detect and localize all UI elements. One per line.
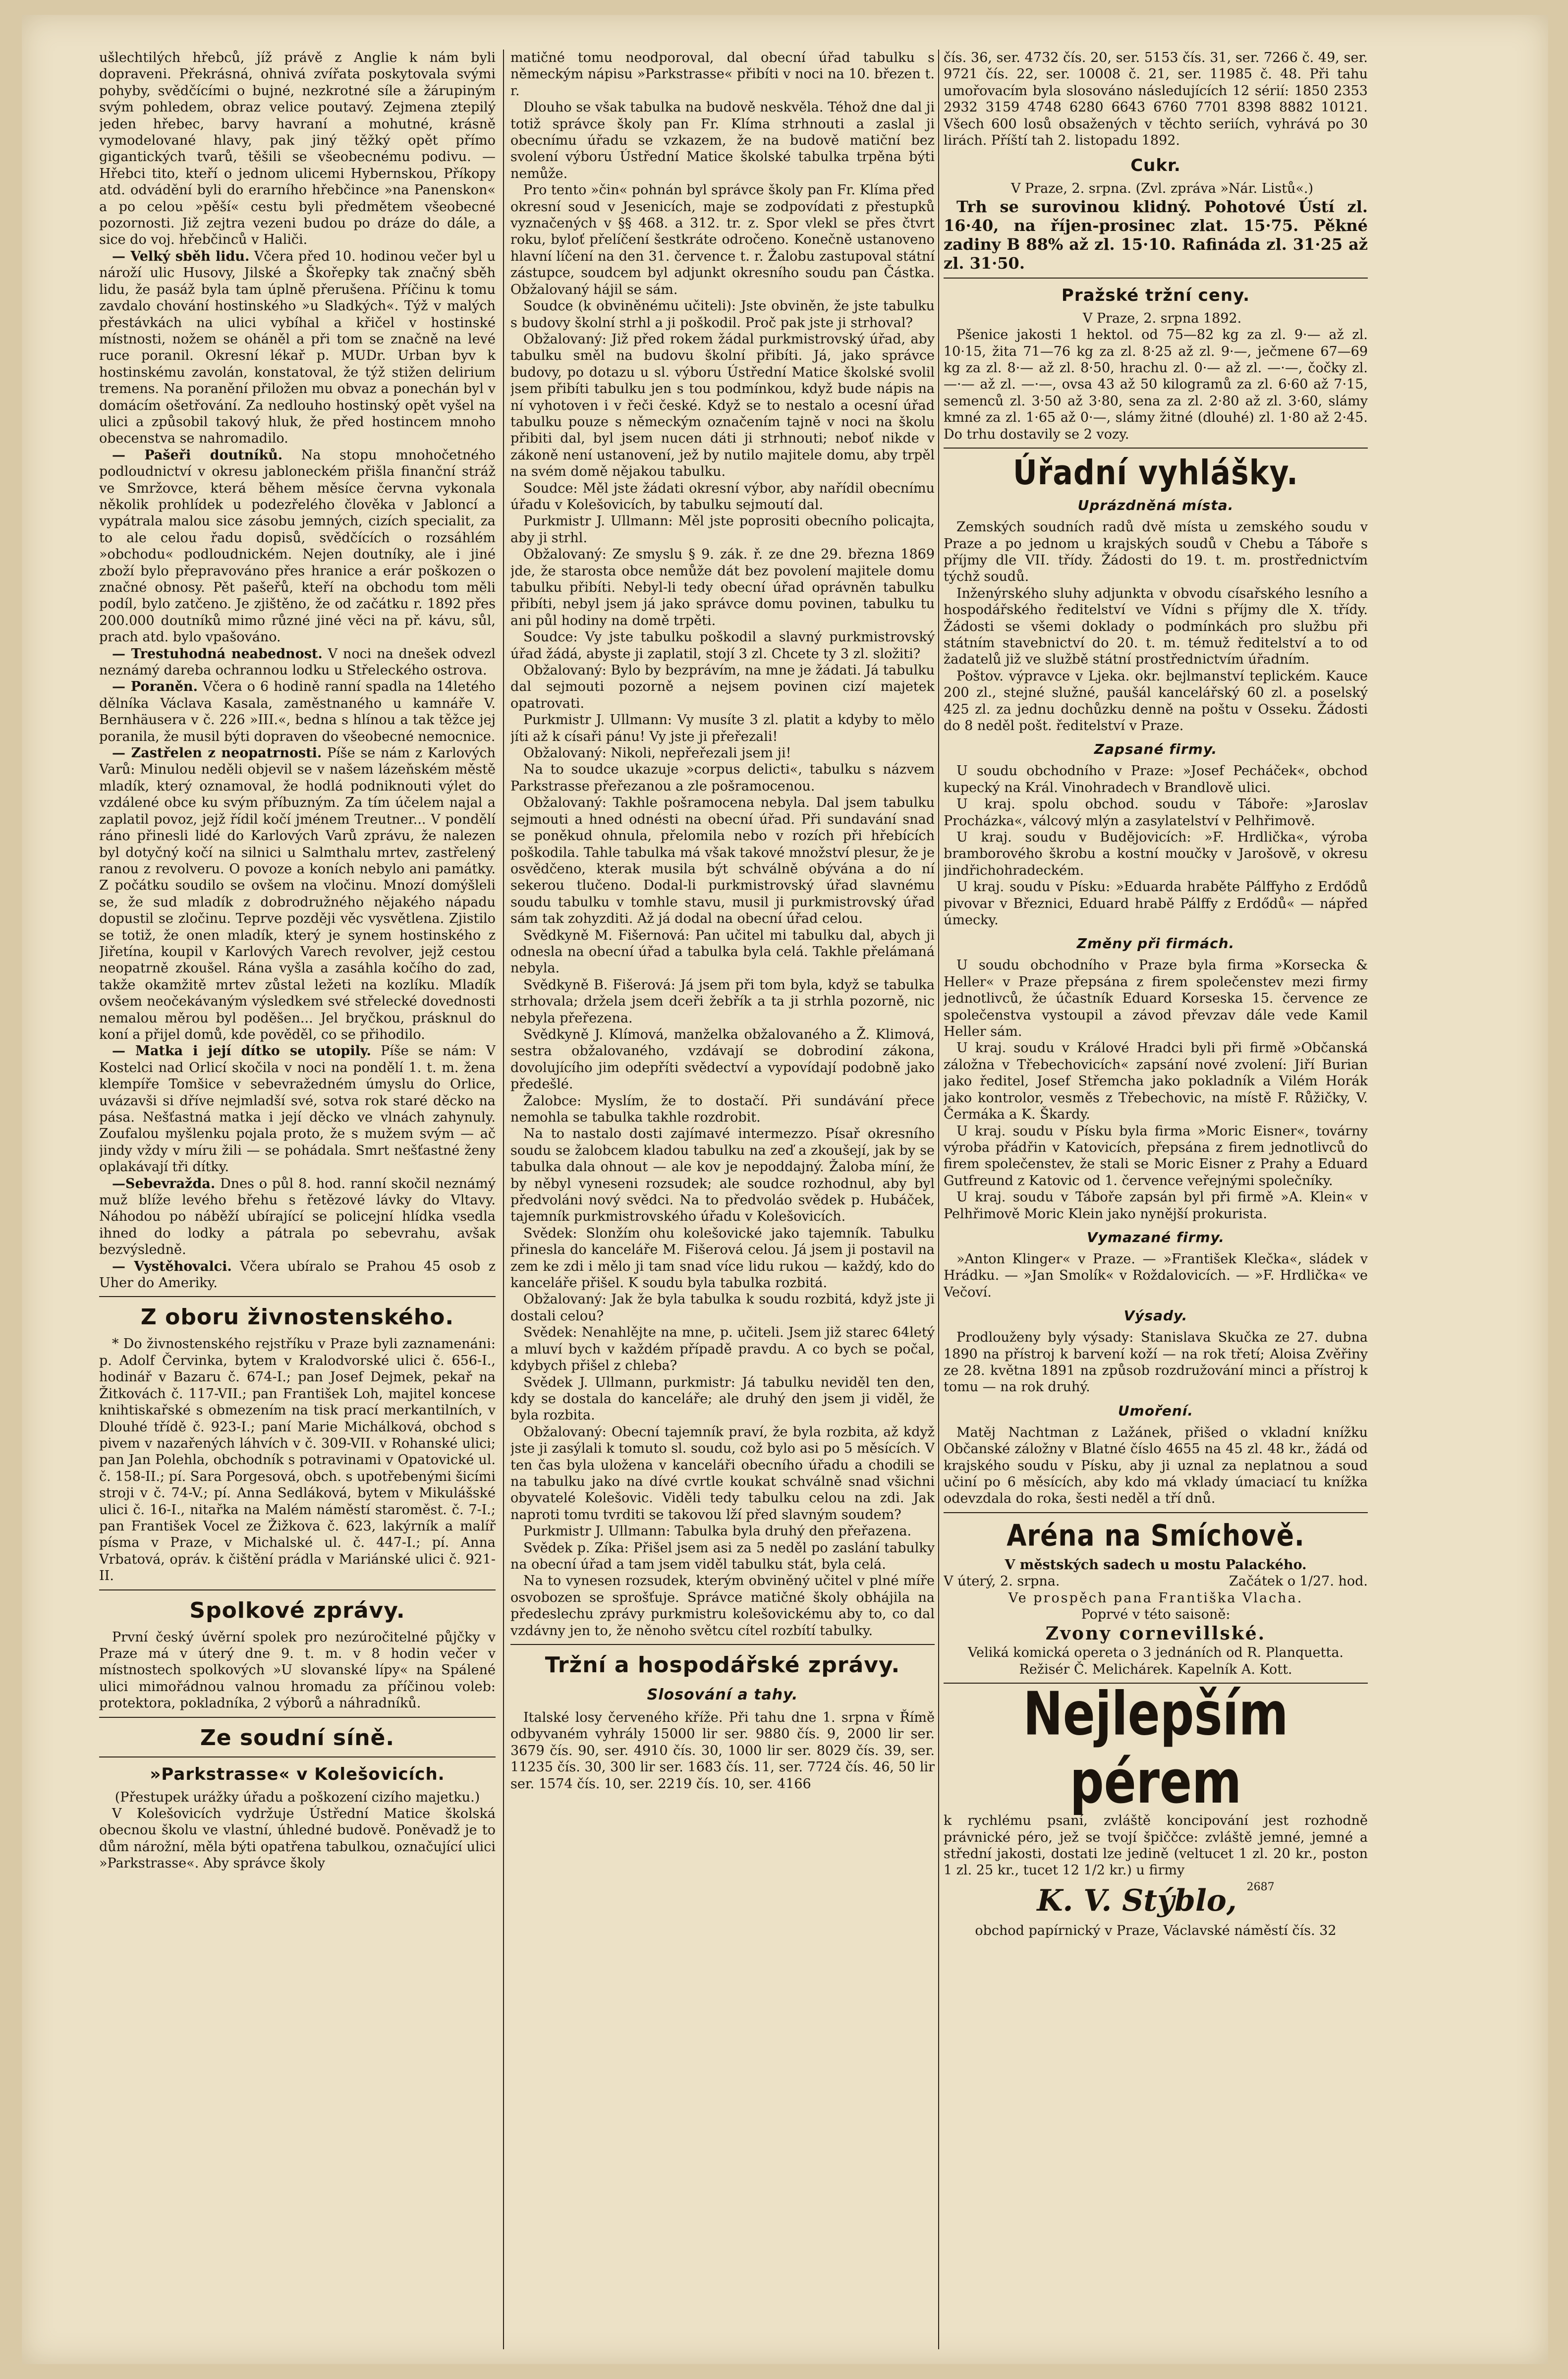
column-3 (944, 50, 1368, 2349)
news-item (99, 679, 496, 745)
column-2 (510, 50, 935, 2349)
article-paragraph: Pro tento »čin« pohnán byl správce školy pan Fr. Klíma před okresní soud v Jesenicích, maje se zodpovídati z přestupků vyznačených v §§ 468. a 312. tr. z. Spor vlekl se přes čtvrt roku, byloť přelíčení šestkráte odročeno. Konečně ustanoveno hlavní líčení na den 31. července t. r. Žalobu zastupoval státní zástupce, soudcem byl adjunkt okresního soudu pan Částka. Obžalovaný hájil se sám. (510, 182, 935, 297)
notice-text: »Anton Klinger« v Praze. — »František Klečka«, sládek v Hrádku. — »Jan Smolík« v Roždalovicích. — »F. Hrdlička« ve Večoví. (944, 1251, 1368, 1300)
section-divider (944, 278, 1368, 279)
section-heading: Úřadní vyhlášky. (1013, 453, 1298, 493)
ad-address: obchod papírnický v Praze, Václavské náměstí čís. 32 (975, 1923, 1337, 1938)
news-headline: — Poraněn. (112, 679, 198, 695)
article-paragraph: Svědek J. Ullmann, purkmistr: Já tabulku neviděl ten den, kdy se dostala do kanceláře; ale druhý den jsem ji viděl, že byla rozbita. (510, 1374, 935, 1423)
article-paragraph: Obžalovaný: Takhle pošramocena nebyla. Dal jsem tabulku sejmouti a hned odnésti na obecní úřad. Při sundavání snad se poněkud ohnula, přelomila nebo v rozích při hřebících poškodila. Tahle tabulka má však takové množství plesur, že je osvědčeno, kterak musila být schválně obývána a do ní sekerou tlučeno. Dodal-li purkmistrovský úřad slavnému soudu tabulku v tomhle stavu, musil ji purkmistrovský úřad sám tak zohyzditi. Až já dodal na obecní úřad celou. (510, 795, 935, 927)
news-item (99, 1043, 496, 1175)
section-divider (99, 1756, 496, 1757)
notice-text: Matěj Nachtman z Lažánek, přišed o vkladní knížku Občanské záložny v Blatné číslo 4655 na 45 zl. 48 kr., žádá od krajského soudu v Písku, aby ji uznal za neplatnou a soud učiní po 6 měsících, aby kdo má vklady úmaciací tu knížka odevzdala do roka, šesti neděl a tří dnů. (944, 1424, 1368, 1507)
column-rule (503, 50, 504, 2349)
news-item (99, 1176, 496, 1258)
ad-date: V úterý, 2. srpna. (944, 1574, 1060, 1589)
section-heading: Pražské tržní ceny. (1061, 285, 1250, 305)
news-item (99, 745, 496, 1043)
article-paragraph: Žalobce: Myslím, že to dostačí. Při sundávání přece nemohla se tabulka takhle rozdrobit. (510, 1093, 935, 1125)
notice-text: U kraj. soudu v Králové Hradci byli při firmě »Občanská záložna v Třebechovicích« zapsání nové zvolení: Jiří Burian jako ředitel, Josef Střemcha jako pokladník a Vilém Horák jako kontrolor, vesměs z Třebechovic, na místě F. Růžičky, V. Čermáka a K. Škardy. (944, 1040, 1368, 1123)
section-divider (99, 1717, 496, 1718)
notice-text: U soudu obchodního v Praze byla firma »Korsecka & Heller« v Praze přepsána z firem společenstev mezi firmy jednotlivců, že účastník Eduard Korseska 15. července ze společenstva vystoupil a závod převzav dále vede Kamil Heller sám. (944, 958, 1368, 1040)
ad-show-title: Zvony cornevillské. (1045, 1623, 1266, 1644)
article-paragraph: Svědkyně J. Klímová, manželka obžalovaného a Ž. Klimová, sestra obžalovaného, vzdávají se dobrodiní zákona, dovolujícího jim odepříti svědectví a vypovídají podobně jako předešlé. (510, 1026, 935, 1092)
section-heading: Cukr. (1130, 156, 1181, 176)
news-text: V noci na dnešek odvezl neznámý dareba ochrannou lodku u Střeleckého ostrova. (99, 646, 496, 679)
article-paragraph: Obžalovaný: Bylo by bezprávím, na mne je žádati. Já tabulku dal sejmouti pozorně a nejsem povinen cizí majetek opatrovati. (510, 663, 935, 711)
article-paragraph: Obžalovaný: Jak že byla tabulka k soudu rozbitá, když jste ji dostali celou? (510, 1292, 935, 1324)
article-paragraph: Soudce: Vy jste tabulku poškodil a slavný purkmistrovský úřad žádá, abyste ji zaplatil, stojí 3 zl. Chcete ty 3 zl. složiti? (510, 629, 935, 662)
advertisement-pen (944, 1679, 1368, 1939)
article-paragraph: Svědek: Nenahlějte na mne, p. učiteli. Jsem již starec 64letý a mluví bych v každém případě pravdu. A co bych se počal, kdybych přišel z chleba? (510, 1325, 935, 1374)
ad-line (944, 1573, 1368, 1589)
ad-firm-name: K. V. Stýblo, (1037, 1883, 1237, 1918)
section-heading: Tržní a hospodářské zprávy. (545, 1652, 900, 1678)
article-paragraph: Obžalovaný: Ze smyslu § 9. zák. ř. ze dne 29. března 1869 jde, že starosta obce nemůže dát bez povolení majitele domu tabulku přibíti. Nebyl-li tedy obecní úřad oprávněn tabulku přibíti, nebyl jsem já jako správce domu povinen, tabulku tu ani půl hodiny na domě trpěti. (510, 547, 935, 628)
article-paragraph: Obžalovaný: Obecní tajemník praví, že byla rozbita, až když jste ji zasýlali k tomuto sl. soudu, což bylo asi po 5 měsících. V ten čas byla uložena v kanceláři obecního úřadu a chodili se na tabulku jako na dívé cvrtle koukat schválně snad všichni obyvatelé Kolešovic. Viděli tedy tabulku celou na zdi. Jak naproti tomu tvrditi se takovou lží před slavným soudem? (510, 1424, 935, 1523)
notice-text: Zemských soudních radů dvě místa u zemského soudu v Praze a po jednom u krajských soudů v Chebu a Táboře s příjmy dle VII. třídy. Žádosti do 19. t. m. prostřednictvím týchž soudů. (944, 519, 1368, 585)
news-headline: — Vystěhovalci. (112, 1258, 232, 1274)
article-paragraph: Purkmistr J. Ullmann: Tabulka byla druhý den přeřazena. (523, 1524, 912, 1539)
article-paragraph: Purkmistr J. Ullmann: Měl jste poprositi obecního policajta, aby ji strhl. (510, 513, 935, 546)
ad-line: Veliká komická opereta o 3 jednáních od R. Planquetta. Režisér Č. Melichárek. Kapelník A. Kott. (967, 1645, 1344, 1677)
section-text: Italské losy červeného kříže. Při tahu dne 1. srpna v Římě odbyvaném vyhrály 15000 lir ser. 9880 čís. 9, 2000 lir ser. 3679 čís. 90, ser. 4910 čís. 30, 1000 lir ser. 8029 čís. 39, ser. 11235 čís. 30, 300 lir ser. 1683 čís. 11, ser. 7724 čís. 46, 50 lir ser. 1574 čís. 10, ser. 2219 čís. 10, ser. 4166 (510, 1710, 935, 1792)
notice-text: U soudu obchodního v Praze: »Josef Pecháček«, obchod kupecký na Král. Vinohradech v Brandlově ulici. (944, 763, 1368, 795)
subsection-heading: Změny při firmách. (1076, 935, 1235, 952)
column-rule (938, 50, 939, 2349)
ad-title: Nejlepším pérem (1023, 1679, 1288, 1817)
ad-firm-row (944, 1879, 1368, 1923)
notice-text: U kraj. soudu v Táboře zapsán byl při firmě »A. Klein« v Pelhřimově Moric Klein jako nynější prokurista. (944, 1190, 1368, 1222)
market-prices: Pšenice jakosti 1 hektol. od 75—82 kg za zl. 9·— až zl. 10·15, žita 71—76 kg za zl. 8·25 až zl. 9·—, ječmene 67—69 kg za zl. 8·— až zl. 8·50, hrachu zl. 0·— až zl. —·—, čočky zl. —·— až zl. —·—, ovsa 43 až 50 kilogramů za zl. 6·60 až 7·15, semenců zl. 3·50 až 3·80, sena za zl. 2·80 až zl. 3·60, slámy kmné za zl. 1·65 až 0·—, slámy žitné (dlouhé) zl. 1·80 až 2·45. Do trhu dostavily se 2 vozy. (944, 327, 1368, 442)
news-text: Dnes o půl 8. hod. ranní skočil neznámý muž blíže levého břehu s řetězové lávky do Vltavy. Náhodou po náběží ubírající se policejní hlídka vsedla ihned do lodky a pátrala po sebevrahu, avšak bezvýsledně. (99, 1176, 496, 1258)
article-paragraph: Obžalovaný: Již před rokem žádal purkmistrovský úřad, aby tabulku směl na budovu školní přibíti. Já, jako správce budovy, po dotazu u sl. výboru Ústřední Matice školské svolil jsem přibíti tabulku jen s tou podmínkou, když bude nápis na ní vyhotoven i v řeči české. Když se to nestalo a ocesní úřad tabulku pouze s německým označením tajně v noci na školu přibiti dal, byl jsem nucen dáti ji strhnouti; neboť nikde v zákoně není ustanovení, jež by nutilo majitele domu, aby trpěl na svém domě nějakou tabulku. (510, 331, 935, 480)
article-paragraph: Svědek p. Zíka: Přišel jsem asi za 5 neděl po zaslání tabulky na obecní úřad a tam jsem viděl tabulku stát, byla celá. (510, 1540, 935, 1572)
article-paragraph: ušlechtilých hřebců, jíž právě z Anglie k nám byli dopraveni. Překrásná, ohnivá zvířata poskytovala svými pohyby, svědčícími o bujné, nezkrotné síle a žárupiným svým pohledem, obraz velice poutavý. Zejmena ztepilý jeden hřebec, barvy havraní a mohutné, krásně vymodelované hlavy, pak jiný těžký opět přímo gigantických tvarů, těšili se všeobecnému podivu. — Hřebci tito, kteří o jednom ulicemi Hybernskou, Příkopy atd. odvádění byli do erarního hřebčince »na Panenskon« a po celou »pěší« cestu byli předmětem všeobecné pozornosti. Již zejtra vezeni budou po dráze do dále, a sice do voj. hřebčinců v Haliči. (99, 50, 496, 248)
news-headline: — Trestuhodná neabednost. (112, 646, 323, 662)
subsection-heading: Umoření. (1118, 1402, 1194, 1419)
dateline: V Praze, 2. srpna. (Zvl. zpráva »Nár. Listů«.) (1010, 181, 1314, 197)
article-paragraph: matičné tomu neodporoval, dal obecní úřad tabulku s německým nápisu »Parkstrasse« přibíti v noci na 10. březen t. r. (510, 50, 935, 99)
article-title: »Parkstrasse« v Kolešovicích. (150, 1764, 445, 1784)
notice-text: Inženýrského sluhy adjunkta v obvodu císařského lesního a hospodářského ředitelství ve Vídni s příjmy dle X. třídy. Žádosti se všemi doklady o podmínkách pro službu při státním stavebnictví do 20. t. m. témuž ředitelství a to od žadatelů již ve službě státní prostřednictvím úřadním. (944, 585, 1368, 668)
advertisement-arena (944, 1520, 1368, 1678)
news-text: Na stopu mnohočetného podloudnictví v okresu jabloneckém přišla finanční stráž ve Smržovce, která během měsíce června vykonala několik prohlídek u podezřelého člověka v Jabloncí a vypátrala malou sice zásobu jemných, cizích specialit, za to ale celou řadu dopisů, svědčících o rozsáhlém »obchodu« podloudnickém. Nejen doutníky, ale i jiné zboží bylo přepravováno přes hranice a erár poškozen o značné obnosy. Pět pašeřů, kteří na obchodu tom měli podíl, bylo zatčeno. Je zjištěno, že od začátku r. 1892 přes 200.000 doutníků mimo různé jiné věci na př. kávu, sůl, prach atd. bylo vpašováno. (99, 447, 496, 645)
column-1 (99, 50, 496, 2349)
ad-text: k rychlému psaní, zvláště koncipování jest rozhodně právnické péro, jež se tvojí špiččce: zvláště jemné, jemné a střední jakosti, dostati lze jedině (veltucet 1 zl. 20 kr., poston 1 zl. 25 kr., tucet 12 1/2 kr.) u firmy (944, 1813, 1368, 1878)
article-paragraph: Obžalovaný: Nikoli, nepřeřezali jsem ji! (523, 745, 791, 761)
article-paragraph: Svědkyně B. Fišerová: Já jsem při tom byla, když se tabulka strhovala; držela jsem dceři žebřík a ta ji strhla pozorně, nic nebyla přeřezena. (510, 977, 935, 1026)
news-text: Píše se nám: V Kostelci nad Orlicí skočila v noci na pondělí 1. t. m. žena klempíře Tomšice v sebevražedném úmyslu do Orlice, uvázavši si dříve nejmladší své, sotva rok staré děcko na pása. Nešťastná matka i její děcko ve vlnách zahynuly. Zoufalou myšlenku pojala proto, že s mužem svým — ač jindy vždy v míru žili — se pohádala. Smrt nešťastné ženy oplakávají tři dítky. (99, 1043, 496, 1175)
section-divider (510, 1644, 935, 1645)
article-paragraph: Svědek: Slonžím ohu kolešovické jako tajemník. Tabulku přinesla do kanceláře M. Fišerová celou. Já jsem ji postavil na zem ke zdi i mělo ji tam snad více lidu rukou — každý, kdo do kanceláře přišel. K soudu byla tabulka rozbitá. (510, 1225, 935, 1291)
section-divider (944, 1512, 1368, 1513)
news-headline: — Matka i její dítko se utopily. (112, 1043, 371, 1059)
article-paragraph: Na to vynesen rozsudek, kterým obviněný učitel v plné míře osvobozen se sprošťuje. Správce matičné školy obhájila na předeslechu zprávy purkmistru kolešovickému aby to, co dal vzdávny jen to, že něnoho světcu cítel rozbítí tabulky. (510, 1573, 935, 1639)
subsection-heading: Zapsané firmy. (1094, 741, 1218, 758)
section-heading: Spolkové zprávy. (189, 1597, 405, 1623)
subsection-heading: Výsady. (1123, 1307, 1188, 1324)
ad-time: Začátek o 1/27. hod. (1229, 1574, 1368, 1589)
section-divider (944, 448, 1368, 449)
notice-text: U kraj. spolu obchod. soudu v Táboře: »Jaroslav Procházka«, válcový mlýn a zasylatelství v Pelhřimově. (944, 796, 1368, 829)
dateline: V Praze, 2. srpna 1892. (1082, 310, 1242, 326)
subsection-heading: Vymazané firmy. (1087, 1229, 1225, 1246)
section-divider (99, 1589, 496, 1590)
news-headline: — Zastřelen z neopatrnosti. (112, 745, 322, 761)
ad-line: Poprvé v této saisoně: (1081, 1607, 1231, 1623)
news-text: Včera před 10. hodinou večer byl u nároží ulic Husovy, Jilské a Škořepky tak značný sběh lidu, že pasáž byla tam úplně přerušena. Příčinu k tomu zavdalo chování hostinského »u Sladkých«. Týž v malých přestávkách na ulici vybíhal a křičel v hostinské místnosti, nožem se oháněl a při tom se značně na levé ruce poranil. Okresní lékař p. MUDr. Urban byv k hostinskému zavolán, konstatoval, že týž stižen delirium tremens. Na poranění přiložen mu obvaz a ponechán byl v domácím ošetřování. Za nedlouho hostinský opět vyšel na ulici a způsobil takový hluk, že před hostincem mnoho obecenstva se nahromadilo. (99, 248, 496, 447)
news-text: Včera ubíralo se Prahou 45 osob z Uher do Ameriky. (99, 1258, 496, 1291)
section-heading: Ze soudní síně. (200, 1725, 395, 1751)
article-paragraph: Purkmistr J. Ullmann: Vy musíte 3 zl. platit a kdyby to mělo jíti až k císaři pánu! Vy jste ji přeřezali! (510, 712, 935, 744)
notice-text: U kraj. soudu v Písku byla firma »Moric Eisner«, továrny výroba přádřin v Katovicích, přepsána z firem jednotlivců do firem společenstev, že stali se Moric Eisner z Prahy a Eduard Gutfreund z Katovic od 1. července veřejnými společníky. (944, 1123, 1368, 1189)
notice-text: U kraj. soudu v Písku: »Eduarda hraběte Pálffyho z Erdődů pivovar v Březnici, Eduard hrabě Pálffy z Erdődů« — nápřed úmecky. (944, 879, 1368, 928)
news-item (99, 646, 496, 679)
notice-text: Prodlouženy byly výsady: Stanislava Skučka ze 27. dubna 1890 na přístroj k barvení koží — na rok třetí; Aloisa Zvěřiny ze 28. května 1891 na způsob rozdružování minci a přístroj k tomu — na rok druhý. (944, 1330, 1368, 1395)
news-headline: —Sebevražda. (112, 1176, 216, 1191)
section-text: První český úvěrní spolek pro nezúročitelné půjčky v Praze má v úterý dne 9. t. m. v 8 hodin večer v místnostech spolkových »U slovanské lípy« na Spálené ulici mimořádnou valnou hromadu za příčinou voleb: protektora, pokladníka, 2 výborů a náhradníků. (99, 1629, 496, 1711)
lottery-results: čís. 36, ser. 4732 čís. 20, ser. 5153 čís. 31, ser. 7266 č. 49, ser. 9721 čís. 22, ser. 10008 č. 21, ser. 11985 č. 48. Při tahu umořovacím byla slosováno následujících 12 sérií: 1850 2353 2932 3159 4748 6280 6643 6760 7701 8398 8882 10121. Všech 600 losů obsažených v těchto seriích, vyhrává po 30 lirách. Příští tah 2. listopadu 1892. (944, 50, 1368, 149)
notice-text: Poštov. výpravce v Ljeka. okr. bejlmanství teplickém. Kauce 200 zl., stejné služné, paušál kancelářský 60 zl. a poselský 425 zl. za jednu dochůzku denně na poštu v Osseku. Žádosti do 8 neděl pošt. ředitelství v Praze. (944, 668, 1368, 734)
ad-line: Ve prospěch pana Františka Vlacha. (1008, 1590, 1303, 1606)
article-paragraph: Na to nastalo dosti zajímavé intermezzo. Písař okresního soudu se žalobcem kladou tabulku na zeď a zkoušejí, jak by se tabulka dala ohnout — ale kov je nepoddajný. Žaloba míní, že by něbyl vyneseni rozsudek; ale soudce rozhodnul, aby byl předvoláni nový svědci. Na to předvoláo svědek p. Hubáček, tajemník purkmistrovského úřadu v Kolešovicích. (510, 1126, 935, 1225)
sugar-report: Trh se surovinou klidný. Pohotové Ústí zl. 16·40, na říjen-prosinec zlat. 15·75. Pěkné zadiny B 88% až zl. 15·10. Rafináda zl. 31·25 až zl. 31·50. (944, 197, 1368, 273)
news-item (99, 1258, 496, 1292)
section-heading: Z oboru živnostenského. (140, 1304, 454, 1330)
notice-text: U kraj. soudu v Budějovicích: »F. Hrdlička«, výroba bramborového škrobu a kostní moučky v Jarošově, v okresu jindřichohradeckém. (944, 830, 1368, 878)
section-divider (99, 1296, 496, 1297)
article-subtitle: (Přestupek urážky úřadu a poškození cizího majetku.) (114, 1789, 480, 1805)
news-headline: — Pašeři doutníků. (112, 447, 283, 463)
article-paragraph: V Kolešovicích vydržuje Ústřední Matice školská obecnou školu ve vlastní, úhledné budově. Poněvadž je to dům nárožní, měla býti opatřena tabulkou, označující ulici »Parkstrasse«. Aby správce školy (99, 1806, 496, 1871)
article-paragraph: Svědkyně M. Fišernová: Pan učitel mi tabulku dal, abych ji odnesla na obecní úřad a tabulka byla celá. Takhle přelámaná nebyla. (510, 927, 935, 976)
news-item (99, 447, 496, 646)
ad-line: V městských sadech u mostu Palackého. (1005, 1557, 1307, 1573)
article-paragraph: Soudce (k obviněnému učiteli): Jste obviněn, že jste tabulku s budovy školní strhl a ji poškodil. Proč pak jste ji strhoval? (510, 298, 935, 331)
subsection-heading: Slosování a tahy. (647, 1686, 798, 1703)
subsection-heading: Uprázdněná místa. (1077, 497, 1234, 514)
news-text: Píše se nám z Karlových Varů: Minulou neděli objevil se v našem lázeňském městě mladík, který oznamoval, že hodlá podniknouti výlet do vzdálené obce ku svým příbuzným. Za tím účelem najal a zaplatil povoz, jejž řídil kočí jménem Treutner... V pondělí ráno přinesli lidé do Karlových Varů zprávu, že nalezen byl dotyčný kočí na silnici u Salmthalu mrtev, zastřelený ranou z revolveru. O povoze a koních nebylo ani památky. Z počátku soudilo se ovšem na vločinu. Mnozí domýšleli se, že sud mladík z dobrodružného nějakého nápadu dopustil se zločinu. Teprve později věc vysvětlena. Zjistilo se totiž, že onen mladík, který je synem hostinského z Jiřetína, koupil v Karlových Varech revolver, jejž cestou neopatrně zkoušel. Rána vyšla a zasáhla kočího do zad, takže okamžitě mrtev zůstal ležeti na kozlíku. Mladík ovšem neočekávaným výsledkem své střelecké dovednosti nemalou měrou byl poděšen... Jel bryčkou, prásknul do koní a přijel domů, kde pověděl, co se přihodilo. (99, 745, 496, 1042)
news-item (99, 248, 496, 447)
section-text: * Do živnostenského rejstříku v Praze byli zaznamenáni: p. Adolf Červinka, bytem v Kralodvorské ulici č. 656-I., hodinář v Bazaru č. 674-I.; pan Josef Dejmek, pekař na Žitkovách č. 117-VII.; pan František Loh, majitel koncese knihtiskařské s obmezením na tisk prací merkantilních, v Dlouhé třídě č. 923-I.; paní Marie Michálková, obchod s pivem v nazařených láhvích v č. 309-VII. v Rohanské ulici; pan Jan Polehla, obchodník s potravinami v Opatovické ul. č. 158-II.; pí. Sara Porgesová, obch. s upotřebenými šicími stroji v č. 74-V.; pí. Anna Sedláková, bytem v Mikulášské ulici č. 16-I., nitařka na Malém náměstí staroměst. č. 7-I.; pan František Vocel ze Žižkova č. 623, lakýrník a malíř písma v Praze, v Michalské ul. č. 447-I.; pí. Anna Vrbatová, opráv. k čištění prádla v Mariánské ulici č. 921-II. (99, 1336, 496, 1584)
ad-title: Aréna na Smíchově. (1007, 1519, 1305, 1553)
ad-number: 2687 (1246, 1880, 1275, 1893)
news-text: Včera o 6 hodině ranní spadla na 14letého dělníka Václava Kasala, zaměstnaného u kamnáře V. Bernhäusera v č. 226 »III.«, bedna s hlínou a tak těžce jej poranila, že musil býti dopraven do všeobecné nemocnice. (99, 679, 496, 744)
article-paragraph: Soudce: Měl jste žádati okresní výbor, aby nařídil obecnímu úřadu v Kolešovicích, by tabulku sejmoutí dal. (510, 480, 935, 512)
news-headline: — Velký sběh lidu. (112, 248, 250, 264)
article-paragraph: Na to soudce ukazuje »corpus delicti«, tabulku s názvem Parkstrasse přeřezanou a zle pošramocenou. (510, 762, 935, 794)
article-paragraph: Dlouho se však tabulka na budově neskvěla. Téhož dne dal ji totiž správce školy pan Fr. Klíma strhnouti a zaslal ji obecnímu úřadu se vzkazem, že na budově matiční bez svolení výboru Ústřední Matice školské tabulka trpěna býti nemůže. (510, 100, 935, 181)
